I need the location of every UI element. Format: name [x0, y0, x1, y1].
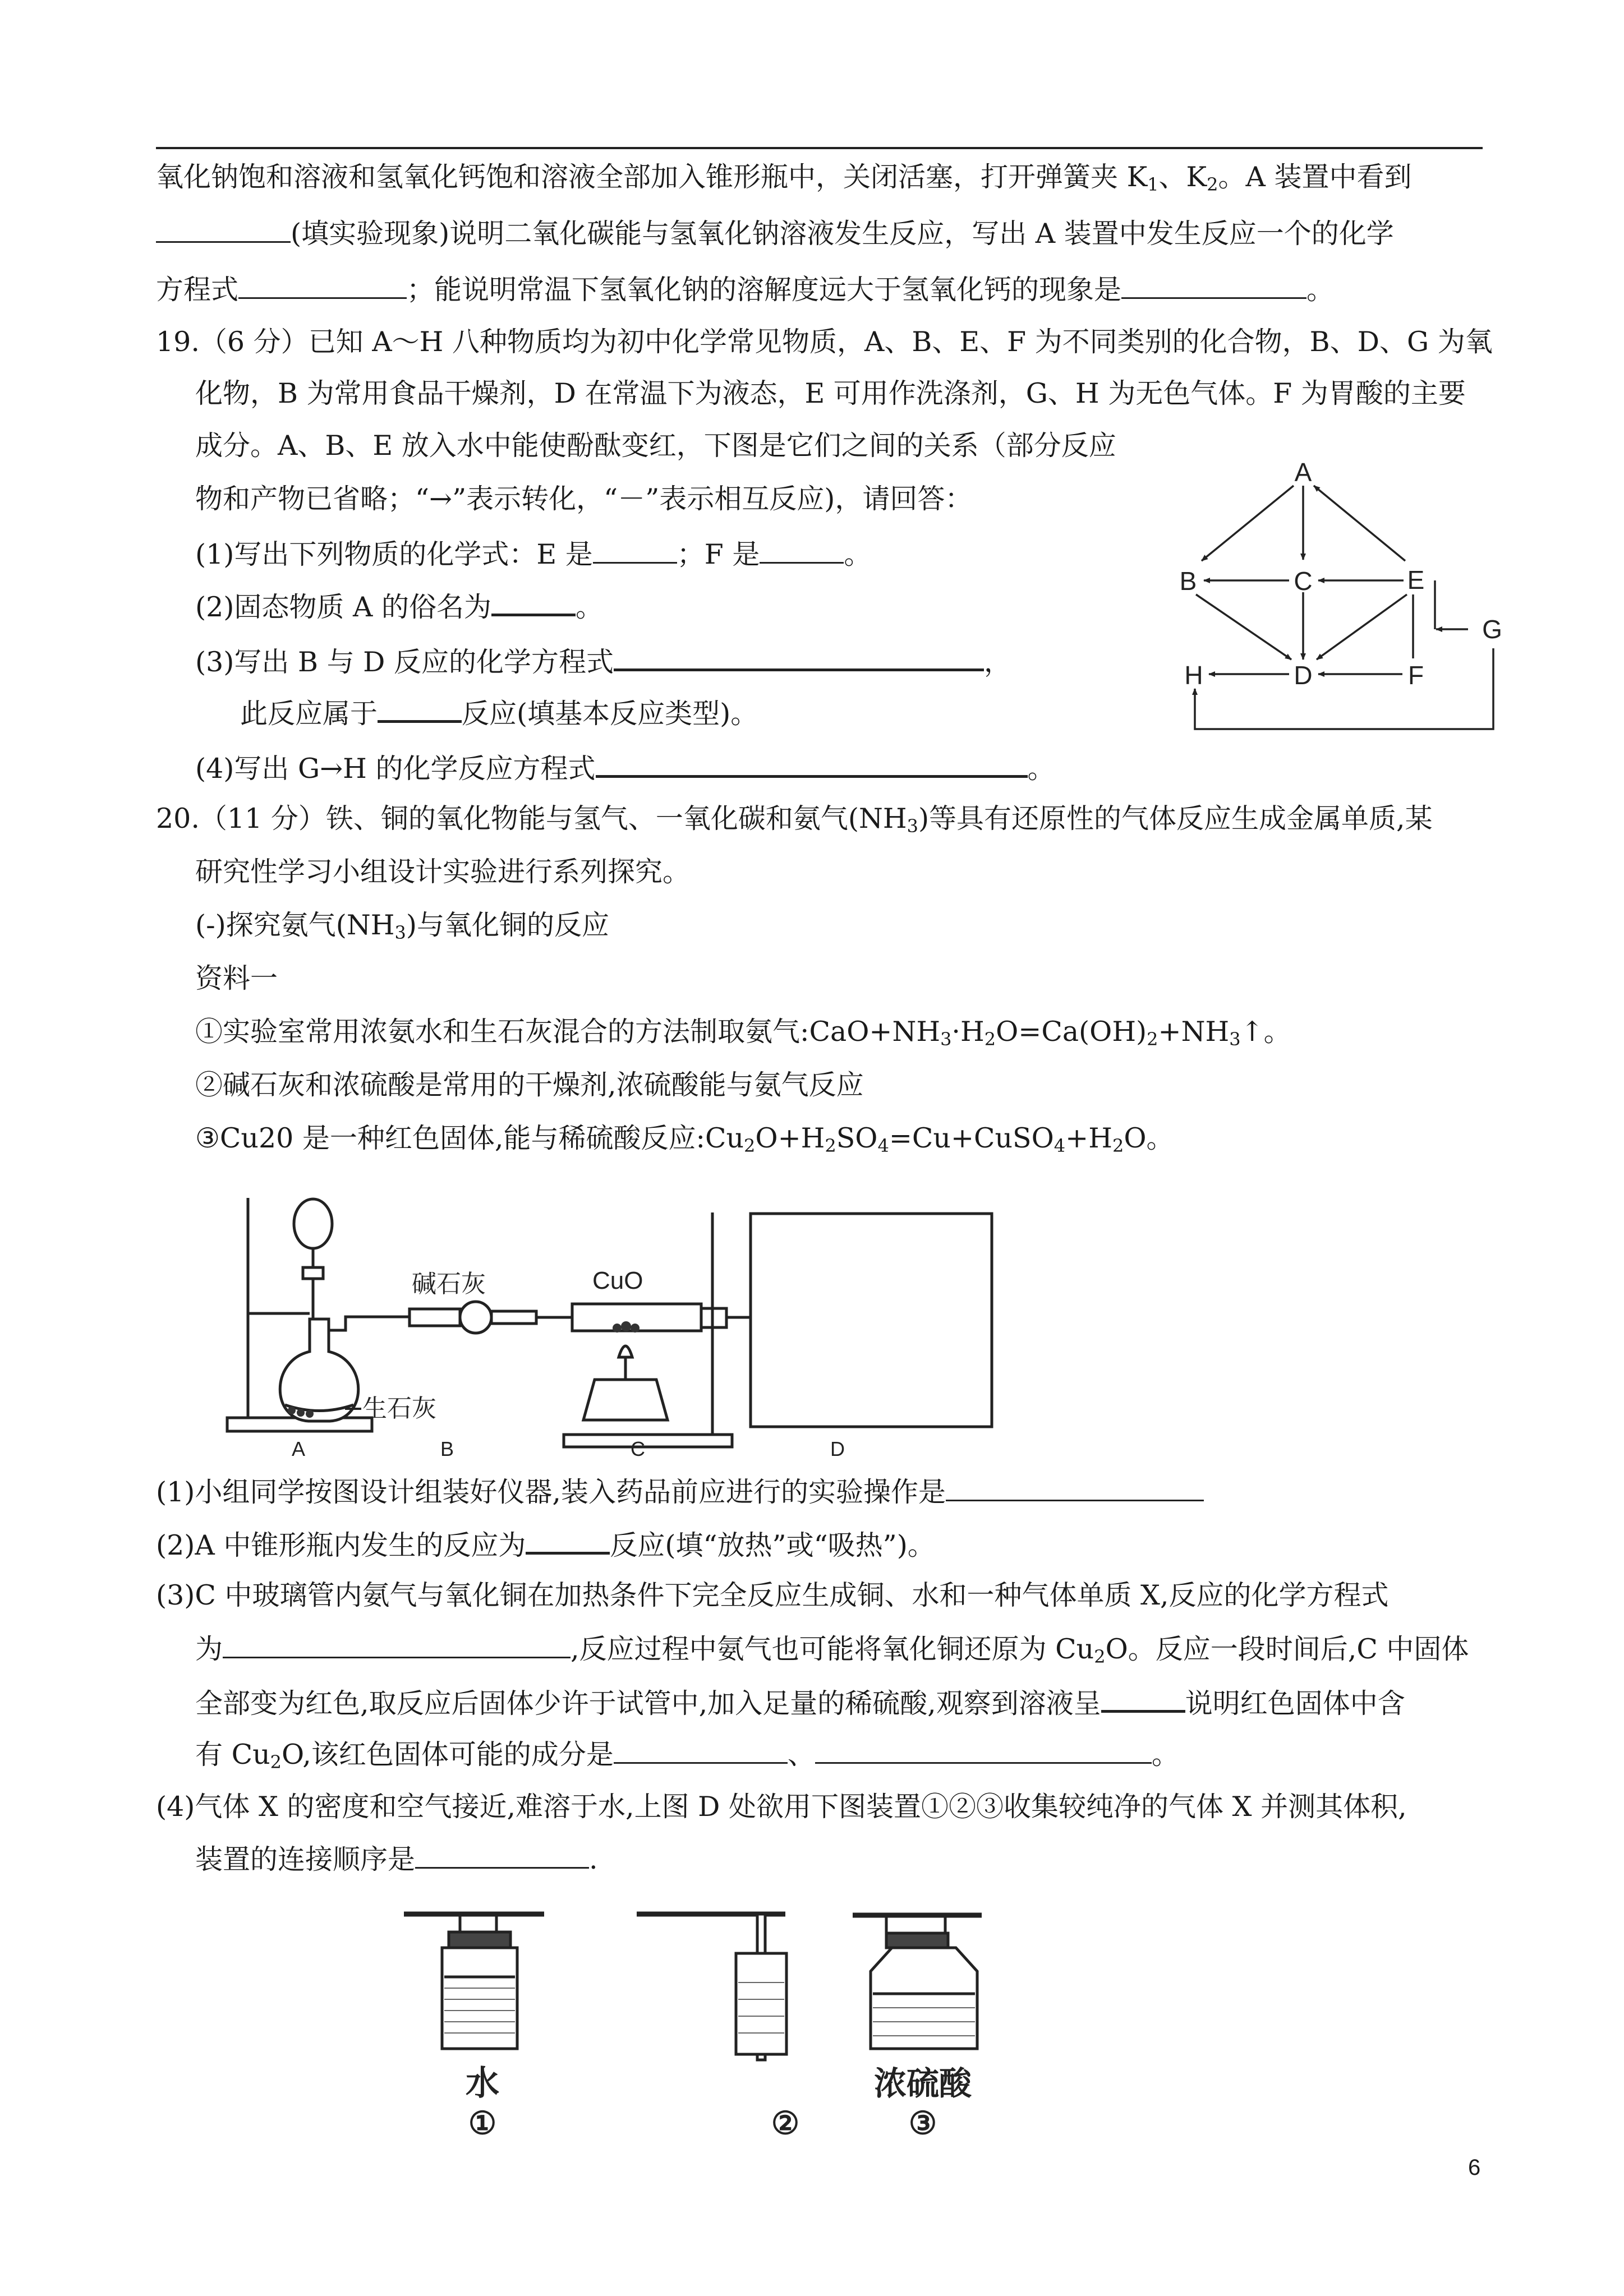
answer-blank[interactable]: [760, 537, 844, 564]
label-2: ②: [771, 2105, 800, 2141]
text-line: 化物，B 为常用食品干燥剂，D 在常温下为液态，E 可用作洗涤剂，G、H 为无色气体。F 为胃酸的主要: [195, 377, 1466, 409]
answer-blank[interactable]: [946, 1475, 1204, 1501]
answer-blank[interactable]: [1121, 273, 1306, 299]
text-line: 有 $Cu_2O$,该红色固体可能的成分是 、 。: [195, 1739, 1179, 1773]
label-cuo: CuO: [592, 1267, 643, 1294]
stopper-3: [886, 1933, 948, 1948]
reference-item-2: ②碱石灰和浓硫酸是常用的干燥剂,浓硫酸能与氨气反应: [195, 1069, 864, 1101]
node-h: H: [1184, 661, 1203, 690]
q19-part-4: (4)写出 G→H 的化学反应方程式 。: [195, 750, 1055, 786]
text-line: 成分。A、B、E 放入水中能使酚酞变红，下图是它们之间的关系（部分反应: [195, 430, 1116, 462]
answer-blank[interactable]: [614, 1737, 788, 1764]
answer-blank[interactable]: [238, 273, 407, 299]
question-20-text: 20.（11 分）铁、铜的氧化物能与氢气、一氧化碳和氨气$(NH_3)$等具有还原性的气体反应生成金属单质,某: [156, 803, 1433, 837]
answer-blank[interactable]: [223, 1632, 571, 1658]
text-line: 方程式 ；能说明常温下氢氧化钠的溶解度远大于氢氧化钙的现象是 。: [156, 274, 1335, 306]
drying-bulb-b: [460, 1302, 491, 1333]
answer-blank[interactable]: [156, 216, 291, 243]
arrow-b-d: [1196, 594, 1291, 660]
node-b: B: [1179, 566, 1197, 596]
reference-item-3: ③Cu20 是一种红色固体,能与稀硫酸反应$:Cu_2O+H_2SO_4=Cu+CuSO_4+H_2O$。: [195, 1122, 1174, 1156]
bottle-3: [871, 1948, 977, 2049]
stopper-1: [449, 1932, 510, 1948]
label-3: ③: [908, 2105, 937, 2141]
text-line: 为 ,反应过程中氨气也可能将氧化铜还原为 $Cu_2O$。反应一段时间后,C 中固体: [195, 1633, 1469, 1667]
q19-part-3: (3)写出 B 与 D 反应的化学方程式 ，: [195, 644, 1011, 679]
separatory-funnel: [294, 1199, 332, 1248]
arrow-g-h: [1195, 648, 1493, 729]
answer-blank[interactable]: [596, 750, 1028, 778]
answer-blank[interactable]: [491, 589, 576, 616]
node-f: F: [1407, 661, 1424, 690]
label-quicklime: 生石灰: [362, 1395, 436, 1422]
text-line: 物和产物已省略；“→”表示转化，“－”表示相互反应)，请回答：: [195, 483, 973, 515]
label-1: ①: [468, 2105, 497, 2141]
cylinder-2: [736, 1953, 786, 2054]
arrow-e-a: [1314, 486, 1405, 561]
label-c: C: [631, 1437, 645, 1458]
node-g: G: [1482, 615, 1502, 644]
text-line: 氧化钠饱和溶液和氢氧化钙饱和溶液全部加入锥形瓶中，关闭活塞，打开弹簧夹 $K_1$、$K_2$。A 装置中看到: [156, 161, 1412, 195]
funnel-stopcock: [303, 1267, 323, 1279]
drying-tube-b: [410, 1309, 460, 1326]
answer-blank[interactable]: [593, 537, 677, 564]
q19-part-3-type: 此反应属于 反应(填基本反应类型)。: [240, 695, 758, 731]
arrow-a-b: [1202, 486, 1294, 561]
text-line: 研究性学习小组设计实验进行系列探究。: [195, 856, 691, 888]
q20-part-2: (2)A 中锥形瓶内发生的反应为 反应(填“放热”或“吸热”)。: [156, 1527, 935, 1562]
label-a: A: [292, 1437, 306, 1458]
label-b: B: [440, 1437, 454, 1458]
answer-blank[interactable]: [526, 1527, 610, 1555]
apparatus-figure: [224, 1189, 999, 1458]
label-soda-lime: 碱石灰: [412, 1270, 486, 1298]
arrow-e-d: [1317, 594, 1407, 660]
text-line: (填实验现象)说明二氧化碳能与氢氧化钠溶液发生反应，写出 A 装置中发生反应一个的化学: [156, 216, 1394, 251]
q20-part-3: (3)C 中玻璃管内氨气与氧化铜在加热条件下完全反应生成铜、水和一种气体单质 X,反应的化学方程式: [156, 1579, 1389, 1611]
flame: [619, 1346, 632, 1357]
node-a: A: [1294, 460, 1312, 487]
stand-base-c: [564, 1435, 732, 1447]
label-conc-acid: 浓硫酸: [873, 2066, 972, 2102]
page-number: 6: [1468, 2155, 1481, 2180]
answer-blank[interactable]: [815, 1737, 1152, 1764]
node-e: E: [1407, 565, 1425, 594]
q20-part-4: (4)气体 X 的密度和空气接近,难溶于水,上图 D 处欲用下图装置①②③收集较纯净的气体 X 并测其体积,: [156, 1791, 1407, 1823]
node-d: D: [1294, 661, 1313, 690]
box-d: [751, 1214, 992, 1427]
pipe-a-b: [329, 1317, 410, 1330]
alcohol-lamp: [583, 1380, 668, 1420]
bottles-figure: [393, 1904, 1122, 2145]
reference-heading: 资料一: [195, 962, 278, 994]
answer-blank[interactable]: [1101, 1685, 1185, 1713]
header-rule: [156, 147, 1483, 149]
relationship-diagram: [1150, 460, 1520, 746]
section-heading: (-)探究氨气$(NH_3)$与氧化铜的反应: [195, 909, 609, 943]
answer-blank[interactable]: [415, 1842, 589, 1869]
q20-part-1: (1)小组同学按图设计组装好仪器,装入药品前应进行的实验操作是: [156, 1475, 1204, 1509]
node-c: C: [1294, 566, 1313, 596]
q19-part-1: (1)写出下列物质的化学式：E 是 ；F 是 。: [195, 538, 872, 570]
reference-item-1: ①实验室常用浓氨水和生石灰混合的方法制取氨气$:CaO+NH_3\cdot H_2O=Ca(OH)_2+NH_3↑$。: [195, 1016, 1291, 1050]
text-line: 全部变为红色,取反应后固体少许于试管中,加入足量的稀硫酸,观察到溶液呈 说明红色固体中含: [195, 1685, 1405, 1721]
question-19-text: 19.（6 分）已知 A～H 八种物质均为初中化学常见物质，A、B、E、F 为不同类别的化合物，B、D、G 为氧: [156, 326, 1493, 358]
text-line: 装置的连接顺序是 .: [195, 1843, 598, 1875]
label-water: 水: [466, 2064, 499, 2102]
answer-blank[interactable]: [378, 695, 462, 723]
answer-blank[interactable]: [614, 644, 984, 671]
q19-part-2: (2)固态物质 A 的俗名为 。: [195, 589, 603, 624]
label-d: D: [830, 1437, 845, 1458]
